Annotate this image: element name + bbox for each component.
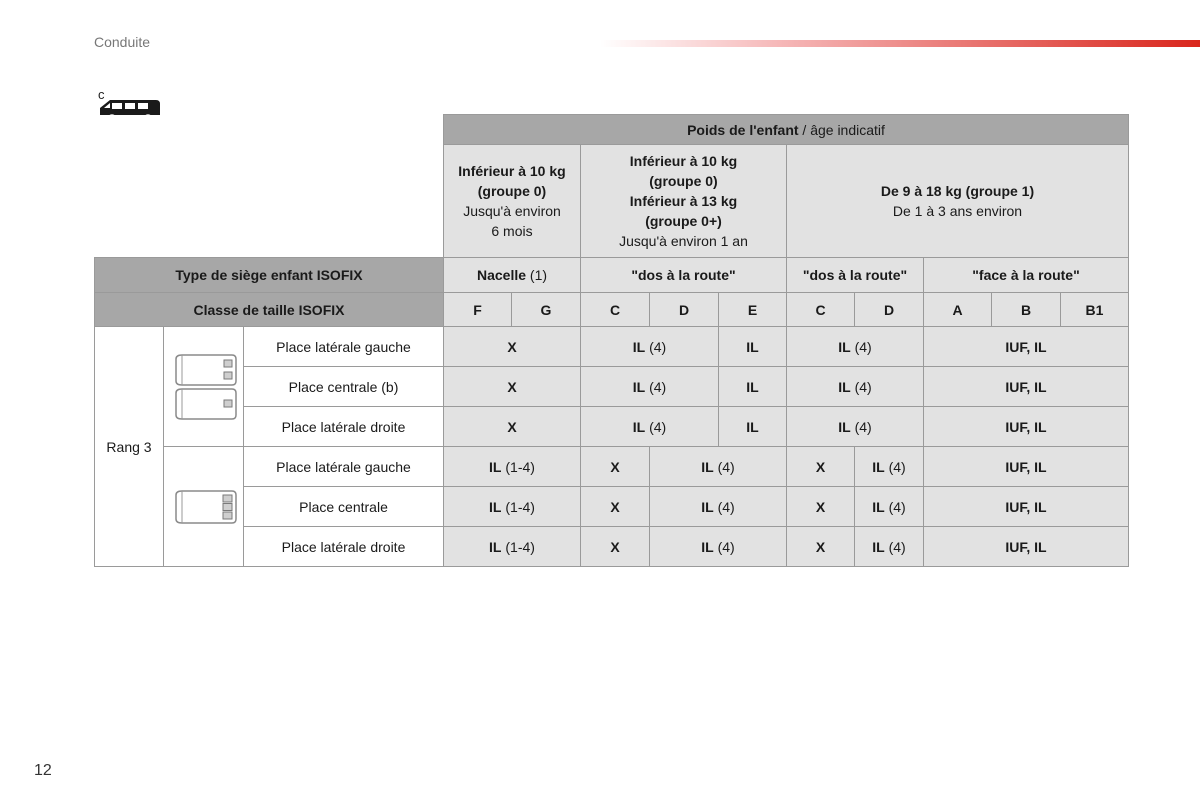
cell-ab: IUF, IL [924,447,1129,487]
cell-c: X [787,527,855,567]
size-class-cell: D [650,293,719,327]
seat-layout-icon-a [164,327,244,447]
seat-type-rear-facing-0plus: "dos à la route" [581,258,787,293]
seat-layout-two-cars-icon [170,351,238,423]
cell-fg: X [444,367,581,407]
seat-type-rear-facing-1: "dos à la route" [787,258,924,293]
size-class-cell: C [787,293,855,327]
cell-cd: IL (4) [787,367,924,407]
cell-fg: X [444,327,581,367]
size-class-cell: D [855,293,924,327]
size-class-cell: F [444,293,512,327]
table-row [95,487,1129,527]
cell-de: IL (4) [650,447,787,487]
cell-ab: IUF, IL [924,527,1129,567]
seat-type-label: Type de siège enfant ISOFIX [95,258,444,293]
cell-ab: IUF, IL [924,327,1129,367]
cell-d: IL (4) [855,527,924,567]
cell-fg: IL (1-4) [444,527,581,567]
group-0plus-header: Inférieur à 10 kg (groupe 0) Inférieur à 13 kg (groupe 0+) Jusqu'à environ 1 an [581,145,787,258]
size-class-cell: A [924,293,992,327]
cell-c: X [581,527,650,567]
place-label: Place latérale droite [244,407,444,447]
size-class-cell: E [719,293,787,327]
cell-fg: X [444,407,581,447]
cell-ab: IUF, IL [924,487,1129,527]
cell-ab: IUF, IL [924,367,1129,407]
place-label: Place centrale [244,487,444,527]
cell-de: IL (4) [650,487,787,527]
cell-e: IL [719,327,787,367]
section-title: Conduite [94,34,151,50]
size-class-cell: B1 [1061,293,1129,327]
cell-e: IL [719,407,787,447]
cell-cd: IL (4) [581,367,719,407]
cell-c: X [787,487,855,527]
size-class-label: Classe de taille ISOFIX [95,293,444,327]
cell-d: IL (4) [855,447,924,487]
place-label: Place latérale gauche [244,327,444,367]
table-row [95,327,1129,367]
weight-header: Poids de l'enfant / âge indicatif [444,115,1129,145]
table-row [95,367,1129,407]
cell-cd: IL (4) [581,327,719,367]
place-label: Place centrale (b) [244,367,444,407]
cell-c: X [581,487,650,527]
cell-fg: IL (1-4) [444,487,581,527]
size-class-cell: B [992,293,1061,327]
table-row [95,447,1129,487]
size-class-cell: C [581,293,650,327]
header-accent-bar [600,40,1200,47]
cell-d: IL (4) [855,487,924,527]
rang-label: Rang 3 [95,327,164,567]
table-row [95,407,1129,447]
table-row [95,527,1129,567]
cell-e: IL [719,367,787,407]
seat-type-forward-facing: "face à la route" [924,258,1129,293]
cell-cd: IL (4) [787,407,924,447]
group-0-header: Inférieur à 10 kg (groupe 0) Jusqu'à environ 6 mois [444,145,581,258]
cell-c: X [787,447,855,487]
seat-layout-three-seats-icon [170,490,238,524]
size-class-cell: G [512,293,581,327]
table-blank-corner [95,115,444,258]
page-number: 12 [34,762,52,779]
cell-c: X [581,447,650,487]
cell-fg: IL (1-4) [444,447,581,487]
place-label: Place latérale gauche [244,447,444,487]
cell-de: IL (4) [650,527,787,567]
seat-type-nacelle: Nacelle (1) [444,258,581,293]
seat-layout-icon-b [164,447,244,567]
group-1-header: De 9 à 18 kg (groupe 1) De 1 à 3 ans environ [787,145,1129,258]
cell-cd: IL (4) [787,327,924,367]
vehicle-letter: c [98,87,105,102]
cell-cd: IL (4) [581,407,719,447]
isofix-compatibility-table [94,114,1129,567]
cell-ab: IUF, IL [924,407,1129,447]
place-label: Place latérale droite [244,527,444,567]
